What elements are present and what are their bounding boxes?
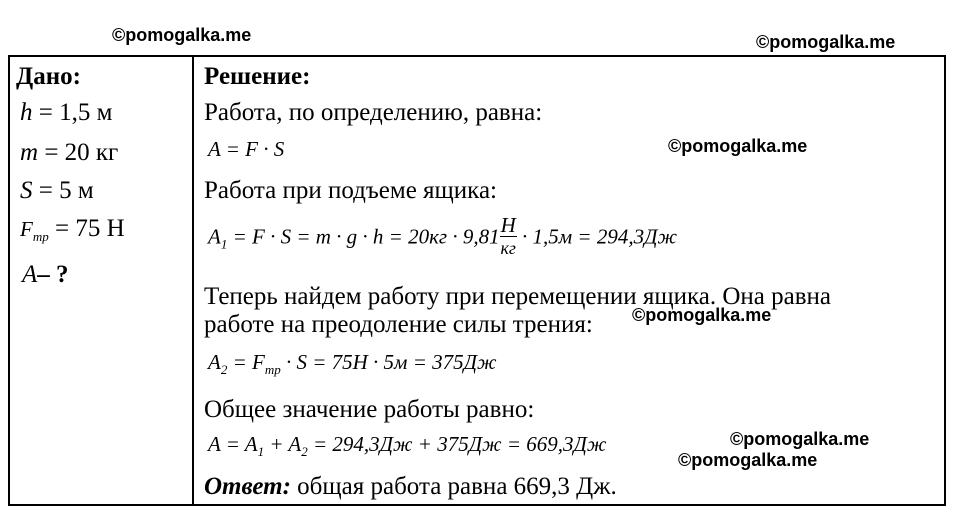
watermark: ©pomogalka.me <box>632 305 772 325</box>
formula-3-part-c: · S = 75H · 5м = 375Дж <box>280 350 497 374</box>
formula-4-part-c: = 294,3Дж + 375Дж = 669,3Дж <box>307 432 607 456</box>
given-h <box>20 100 112 125</box>
answer <box>204 474 617 499</box>
formula-4-part-a: A = A <box>208 432 258 456</box>
formula-2-part-b: = F · S = m · g · h = 20кг · 9,81 <box>227 224 500 249</box>
given-m-value: = 20 кг <box>44 139 119 166</box>
watermark: ©pomogalka.me <box>756 32 896 52</box>
watermark: ©pomogalka.me <box>730 429 870 449</box>
formula-4 <box>208 434 606 458</box>
given-a-value: – ? <box>37 261 69 288</box>
watermark: ©pomogalka.me <box>112 25 252 45</box>
given-f-symbol: F <box>20 217 33 241</box>
formula-4-sub-b: 2 <box>301 444 308 459</box>
given-a <box>22 262 69 287</box>
formula-3-part-b: = F <box>227 350 265 374</box>
solution-line-4: работе на преодоление силы трения: <box>204 311 593 338</box>
given-s-symbol: S <box>20 177 33 204</box>
formula-3 <box>208 352 497 376</box>
answer-text: общая работа равна 669,3 Дж. <box>297 473 617 500</box>
fraction-numerator: H <box>500 213 516 237</box>
watermark: ©pomogalka.me <box>678 450 818 470</box>
solution-line-2: Работа при подъеме ящика: <box>204 177 497 204</box>
formula-3-sub-a: 2 <box>220 362 228 377</box>
column-divider <box>192 55 194 506</box>
formula-2 <box>208 213 677 261</box>
solution-line-5: Общее значение работы равно: <box>204 396 535 423</box>
solution-line-3: Теперь найдем работу при перемещении ящика. Она равна <box>204 283 831 310</box>
given-h-symbol: h <box>20 99 33 126</box>
formula-4-part-b: + A <box>264 432 302 456</box>
solution-line-1: Работа, по определению, равна: <box>204 99 543 126</box>
fraction-denominator: кг <box>500 238 516 258</box>
given-title: Дано: <box>16 63 81 90</box>
formula-3-part-a: A <box>208 350 221 374</box>
given-m-symbol: m <box>20 139 39 166</box>
given-f-value: = 75 Н <box>54 215 125 242</box>
formula-2-part-c: · 1,5м = 294,3Дж <box>516 224 677 249</box>
given-h-value: = 1,5 м <box>38 99 113 126</box>
given-f-subscript: тр <box>32 229 49 244</box>
given-s-value: = 5 м <box>38 177 94 204</box>
given-s <box>20 178 94 203</box>
given-f <box>20 216 125 243</box>
formula-2-sub: 1 <box>220 236 228 252</box>
formula-2-part-a: A <box>208 224 221 249</box>
formula-3-sub-b: тр <box>264 362 281 377</box>
formula-2-fraction <box>500 214 517 259</box>
formula-4-sub-a: 1 <box>257 444 265 459</box>
given-m <box>20 140 118 165</box>
given-a-symbol: A <box>22 261 38 288</box>
watermark: ©pomogalka.me <box>668 136 808 156</box>
formula-1: A = F · S <box>208 137 285 161</box>
answer-label: Ответ: <box>204 473 291 500</box>
solution-title: Решение: <box>204 63 311 90</box>
